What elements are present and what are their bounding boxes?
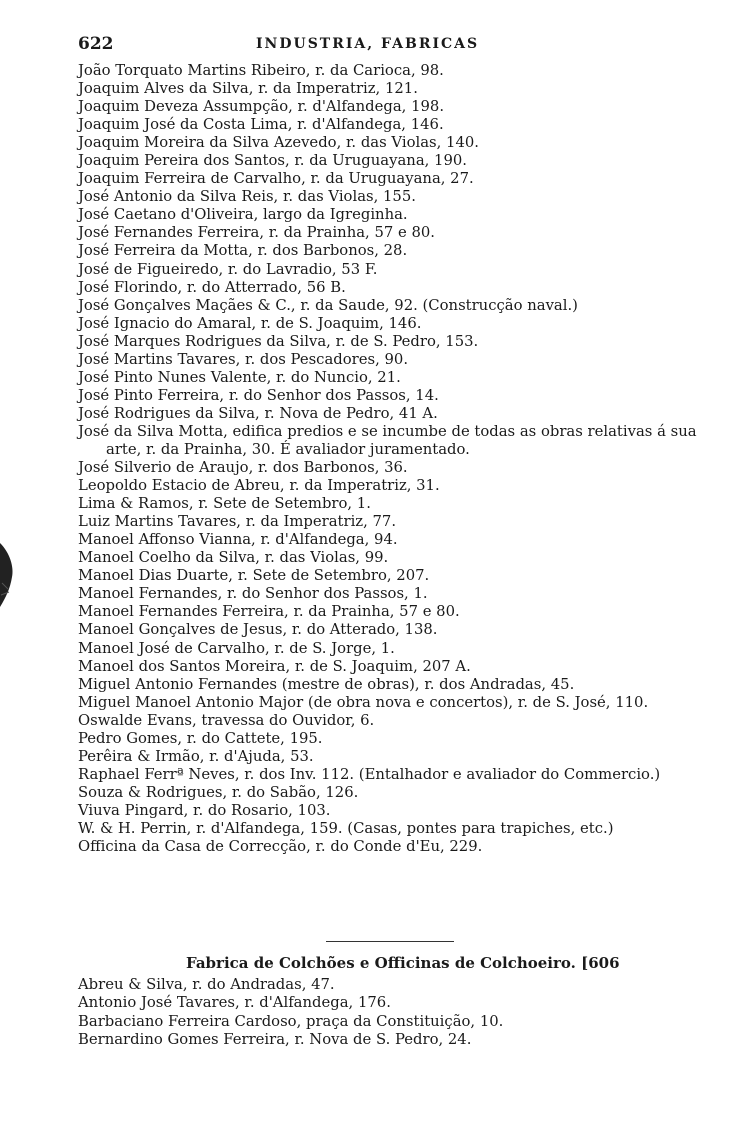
list-item: Joaquim José da Costa Lima, r. d'Alfandega, 146. [78, 116, 444, 134]
list-item: Bernardino Gomes Ferreira, r. Nova de S. Pedro, 24. [78, 1030, 472, 1048]
list-item: Leopoldo Estacio de Abreu, r. da Imperatriz, 31. [78, 477, 440, 495]
list-item: José Ignacio do Amaral, r. de S. Joaquim, 146. [78, 314, 422, 332]
list-item: José Florindo, r. do Atterrado, 56 B. [78, 278, 346, 296]
list-item: Manoel Fernandes Ferreira, r. da Prainha, 57 e 80. [78, 603, 460, 621]
running-title: INDUSTRIA, FABRICAS [256, 36, 480, 52]
page-number: 622 [78, 34, 114, 54]
list-item: José Antonio da Silva Reis, r. das Violas, 155. [78, 188, 416, 206]
list-item: Abreu & Silva, r. do Andradas, 47. [78, 976, 335, 993]
list-item: Manoel Affonso Vianna, r. d'Alfandega, 94. [78, 531, 398, 549]
list-item: José Pinto Ferreira, r. do Senhor dos Passos, 14. [78, 386, 439, 404]
list-item: Miguel Antonio Fernandes (mestre de obras), r. dos Andradas, 45. [78, 675, 575, 693]
page-header [78, 34, 696, 60]
list-item: José Fernandes Ferreira, r. da Prainha, 57 e 80. [78, 224, 435, 242]
list-item: Joaquim Deveza Assumpção, r. d'Alfandega, 198. [78, 98, 445, 116]
list-item: Raphael Ferrª Neves, r. dos Inv. 112. (Entalhador e avaliador do Commercio.) [78, 765, 661, 783]
list-item: Lima & Ramos, r. Sete de Setembro, 1. [78, 495, 371, 513]
list-item: Joaquim Ferreira de Carvalho, r. da Uruguayana, 27. [78, 170, 474, 188]
list-item: José da Silva Motta, edifica predios e se incumbe de todas as obras relativas á sua arte, r. da Prainha, 30. É avaliador juramentado. [78, 422, 697, 458]
list-item: Manoel José de Carvalho, r. de S. Jorge, 1. [78, 639, 395, 657]
list-item: José Gonçalves Maçães & C., r. da Saude, 92. (Construcção naval.) [78, 296, 578, 314]
list-item: Miguel Manoel Antonio Major (de obra nova e concertos), r. de S. José, 110. [78, 693, 649, 711]
list-item: Manoel dos Santos Moreira, r. de S. Joaquim, 207 A. [78, 657, 471, 675]
list-item: Officina da Casa de Correcção, r. do Conde d'Eu, 229. [78, 838, 483, 856]
list-item: Manoel Gonçalves de Jesus, r. do Atterado, 138. [78, 621, 438, 639]
list-item: João Torquato Martins Ribeiro, r. da Carioca, 98. [78, 62, 444, 79]
list-item: Oswalde Evans, travessa do Ouvidor, 6. [78, 711, 375, 729]
list-item: José de Figueiredo, r. do Lavradio, 53 F. [78, 260, 378, 278]
list-item: Souza & Rodrigues, r. do Sabão, 126. [78, 783, 359, 801]
list-item: Barbaciano Ferreira Cardoso, praça da Constituição, 10. [78, 1012, 504, 1030]
list-item: Joaquim Alves da Silva, r. da Imperatriz, 121. [78, 80, 418, 98]
list-item: Antonio José Tavares, r. d'Alfandega, 176. [78, 994, 391, 1012]
list-item: Joaquim Pereira dos Santos, r. da Uruguayana, 190. [78, 152, 467, 170]
list-item: José Pinto Nunes Valente, r. do Nuncio, 21. [78, 368, 401, 386]
list-item: Perêira & Irmão, r. d'Ajuda, 53. [78, 747, 314, 765]
list-item: Pedro Gomes, r. do Cattete, 195. [78, 729, 323, 747]
list-item: Viuva Pingard, r. do Rosario, 103. [78, 801, 331, 819]
section-divider [326, 941, 454, 942]
section-heading: Fabrica de Colchões e Officinas de Colchoeiro. [606 [186, 954, 620, 972]
list-item: Joaquim Moreira da Silva Azevedo, r. das Violas, 140. [78, 134, 479, 152]
list-item: José Martins Tavares, r. dos Pescadores, 90. [78, 350, 409, 368]
list-item: Luiz Martins Tavares, r. da Imperatriz, 77. [78, 513, 397, 531]
directory-list [78, 62, 708, 856]
list-item: José Rodrigues da Silva, r. Nova de Pedro, 41 A. [78, 404, 438, 422]
list-item: José Caetano d'Oliveira, largo da Igreginha. [78, 206, 408, 224]
list-item: José Marques Rodrigues da Silva, r. de S. Pedro, 153. [78, 332, 479, 350]
section-list [78, 976, 708, 1049]
list-item: José Silverio de Araujo, r. dos Barbonos, 36. [78, 459, 408, 477]
list-item: Manoel Fernandes, r. do Senhor dos Passos, 1. [78, 585, 428, 603]
list-item: Manoel Dias Duarte, r. Sete de Setembro, 207. [78, 567, 430, 585]
list-item: W. & H. Perrin, r. d'Alfandega, 159. (Casas, pontes para trapiches, etc.) [78, 819, 614, 837]
ink-blot [0, 543, 14, 607]
list-item: Manoel Coelho da Silva, r. das Violas, 99. [78, 549, 389, 567]
list-item: José Ferreira da Motta, r. dos Barbonos, 28. [78, 242, 408, 260]
